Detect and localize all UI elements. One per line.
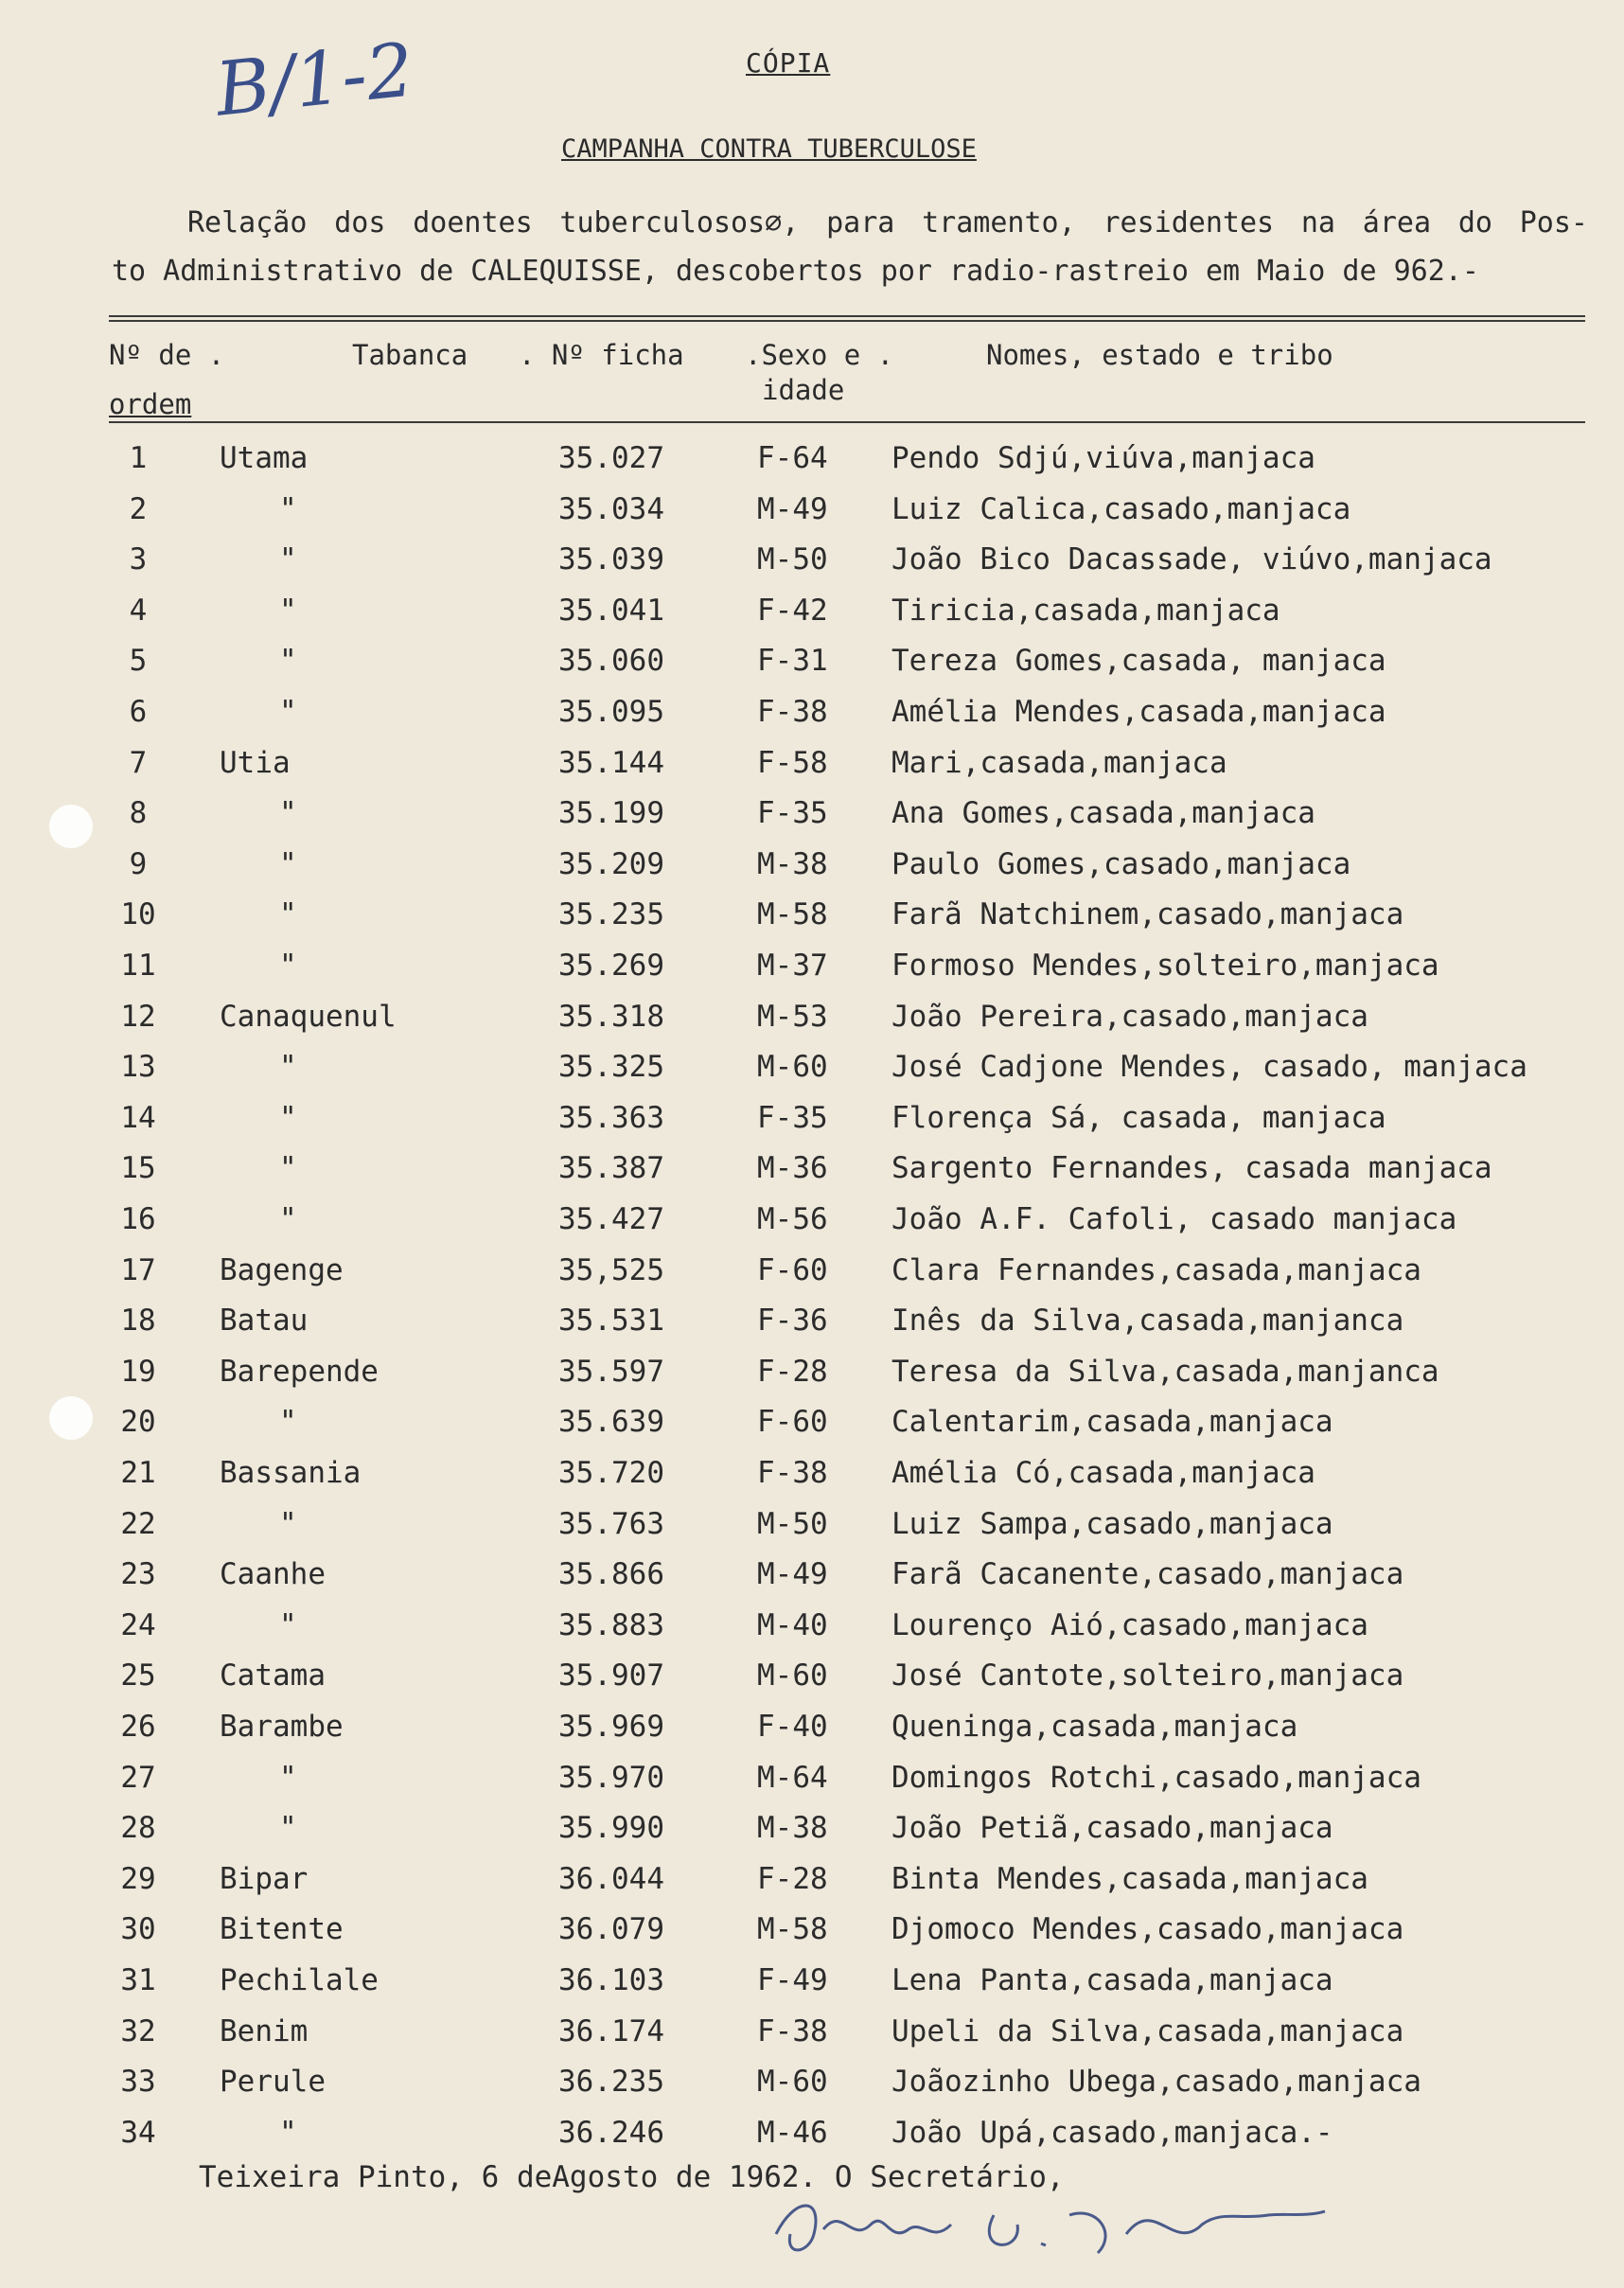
row-number: 9	[129, 846, 148, 881]
row-tabanca: "	[279, 897, 297, 932]
row-ficha: 35.039	[558, 542, 664, 577]
row-number: 14	[120, 1100, 156, 1135]
row-number: 34	[120, 2115, 156, 2150]
row-number: 1	[129, 441, 148, 475]
row-ficha: 35.235	[558, 897, 664, 932]
row-number: 21	[120, 1456, 156, 1490]
row-tabanca: "	[279, 491, 297, 526]
col-header-nomes: Nomes, estado e tribo	[986, 339, 1333, 371]
table-row	[0, 1550, 1624, 1600]
row-tabanca: Batau	[220, 1304, 309, 1339]
table-row	[0, 789, 1624, 839]
row-tabanca: Bassania	[220, 1456, 362, 1490]
row-sexo-idade: M-64	[757, 1760, 828, 1795]
row-ficha: 35.969	[558, 1710, 664, 1744]
row-nome: Lourenço Aió,casado,manjaca	[891, 1607, 1368, 1642]
row-nome: Pendo Sdjú,viúva,manjaca	[891, 441, 1315, 475]
row-ficha: 36.246	[558, 2115, 664, 2150]
row-ficha: 35.531	[558, 1304, 664, 1339]
row-number: 22	[120, 1506, 156, 1541]
row-ficha: 35.144	[558, 745, 664, 780]
row-ficha: 35.363	[558, 1100, 664, 1135]
row-tabanca: "	[279, 1202, 297, 1236]
row-nome: Farã Natchinem,casado,manjaca	[891, 897, 1404, 932]
row-sexo-idade: F-35	[757, 1100, 828, 1135]
table-row	[0, 2108, 1624, 2158]
row-nome: Djomoco Mendes,casado,manjaca	[891, 1912, 1404, 1947]
row-tabanca: Bipar	[220, 1861, 309, 1896]
row-ficha: 35.027	[558, 441, 664, 475]
row-ficha: 35.060	[558, 644, 664, 679]
row-sexo-idade: F-38	[757, 2013, 828, 2049]
table-row	[0, 1042, 1624, 1092]
row-ficha: 35.095	[558, 695, 664, 729]
row-sexo-idade: M-37	[757, 949, 828, 983]
row-number: 8	[129, 796, 148, 831]
row-number: 10	[120, 897, 156, 932]
row-tabanca: Bitente	[220, 1912, 344, 1947]
table-row	[0, 434, 1624, 484]
table-row	[0, 1448, 1624, 1499]
copy-label: CÓPIA	[746, 47, 831, 79]
row-ficha: 35.907	[558, 1658, 664, 1694]
row-tabanca: Caanhe	[220, 1557, 326, 1592]
row-ficha: 35.209	[558, 846, 664, 881]
row-sexo-idade: M-60	[757, 1658, 828, 1694]
row-ficha: 36.174	[558, 2013, 664, 2049]
table-row	[0, 1347, 1624, 1397]
row-number: 28	[120, 1811, 156, 1846]
row-tabanca: "	[279, 1506, 297, 1541]
row-ficha: 35.970	[558, 1760, 664, 1795]
row-number: 18	[120, 1304, 156, 1339]
row-tabanca: "	[279, 542, 297, 577]
row-ficha: 35.199	[558, 796, 664, 831]
row-ficha: 35.041	[558, 593, 664, 628]
row-number: 32	[120, 2013, 156, 2049]
row-nome: Calentarim,casada,manjaca	[891, 1405, 1333, 1440]
row-number: 33	[120, 2065, 156, 2100]
row-tabanca: Perule	[220, 2065, 326, 2100]
table-row	[0, 941, 1624, 991]
row-sexo-idade: M-36	[757, 1151, 828, 1186]
row-tabanca: "	[279, 1760, 297, 1795]
row-tabanca: "	[279, 1811, 297, 1846]
row-tabanca: "	[279, 1405, 297, 1440]
row-nome: Upeli da Silva,casada,manjaca	[891, 2013, 1404, 2049]
row-nome: Luiz Calica,casado,manjaca	[891, 491, 1351, 526]
row-number: 23	[120, 1557, 156, 1592]
row-ficha: 35.597	[558, 1354, 664, 1389]
table-row	[0, 1956, 1624, 2006]
row-ficha: 36.103	[558, 1963, 664, 1997]
row-sexo-idade: F-38	[757, 695, 828, 729]
col-header-num-2: ordem	[109, 388, 192, 420]
row-number: 27	[120, 1760, 156, 1795]
row-number: 29	[120, 1861, 156, 1896]
row-number: 26	[120, 1710, 156, 1744]
table-row	[0, 1195, 1624, 1245]
row-tabanca: Catama	[220, 1658, 326, 1694]
row-nome: Domingos Rotchi,casado,manjaca	[891, 1760, 1421, 1795]
table-row	[0, 1144, 1624, 1194]
row-tabanca: "	[279, 1050, 297, 1085]
row-sexo-idade: F-49	[757, 1963, 828, 1997]
intro-paragraph	[112, 199, 1588, 295]
row-sexo-idade: F-28	[757, 1354, 828, 1389]
intro-line-1: Relação dos doentes tuberculosos⌀, para tramento, residentes na área do Pos-	[187, 206, 1588, 239]
col-header-tabanca: Tabanca	[352, 339, 468, 371]
row-number: 5	[129, 644, 148, 679]
row-tabanca: "	[279, 1607, 297, 1642]
row-nome: José Cadjone Mendes, casado, manjaca	[891, 1050, 1527, 1085]
header-rule-top-2	[109, 320, 1585, 322]
table-row	[0, 1093, 1624, 1144]
table-row	[0, 2057, 1624, 2107]
row-sexo-idade: F-28	[757, 1861, 828, 1896]
table-row	[0, 1601, 1624, 1651]
row-nome: Amélia Có,casada,manjaca	[891, 1456, 1315, 1490]
row-nome: Clara Fernandes,casada,manjaca	[891, 1252, 1421, 1287]
row-number: 13	[120, 1050, 156, 1085]
row-nome: José Cantote,solteiro,manjaca	[891, 1658, 1404, 1694]
row-tabanca: "	[279, 593, 297, 628]
row-sexo-idade: F-42	[757, 593, 828, 628]
row-number: 25	[120, 1658, 156, 1694]
row-ficha: 35.387	[558, 1151, 664, 1186]
header-rule-top	[109, 315, 1585, 317]
handwritten-reference: B/1-2	[211, 27, 418, 133]
row-sexo-idade: F-36	[757, 1304, 828, 1339]
row-nome: Tereza Gomes,casada, manjaca	[891, 644, 1386, 679]
row-nome: João Bico Dacassade, viúvo,manjaca	[891, 542, 1492, 577]
row-tabanca: "	[279, 949, 297, 983]
row-ficha: 35.866	[558, 1557, 664, 1592]
row-nome: Florença Sá, casada, manjaca	[891, 1100, 1386, 1135]
row-tabanca: Canaquenul	[220, 999, 397, 1034]
row-sexo-idade: M-58	[757, 1912, 828, 1947]
row-ficha: 35.325	[558, 1050, 664, 1085]
row-ficha: 36.079	[558, 1912, 664, 1947]
row-nome: Lena Panta,casada,manjaca	[891, 1963, 1333, 1997]
row-ficha: 35.990	[558, 1811, 664, 1846]
row-sexo-idade: F-64	[757, 441, 828, 475]
row-number: 3	[129, 542, 148, 577]
table-row	[0, 636, 1624, 686]
row-nome: João Pereira,casado,manjaca	[891, 999, 1368, 1034]
row-nome: Binta Mendes,casada,manjaca	[891, 1861, 1368, 1896]
row-sexo-idade: F-60	[757, 1252, 828, 1287]
footer-place-date: Teixeira Pinto, 6 deAgosto de 1962. O Secretário,	[199, 2160, 1065, 2194]
row-nome: João Upá,casado,manjaca.-	[891, 2115, 1333, 2150]
row-tabanca: Barepende	[220, 1354, 379, 1389]
row-sexo-idade: F-35	[757, 796, 828, 831]
col-header-num: Nº de .	[109, 339, 225, 371]
row-sexo-idade: M-38	[757, 846, 828, 881]
row-ficha: 35.427	[558, 1202, 664, 1236]
row-sexo-idade: M-46	[757, 2115, 828, 2150]
table-row	[0, 840, 1624, 890]
row-nome: Mari,casada,manjaca	[891, 745, 1227, 780]
signature	[757, 2177, 1344, 2272]
row-nome: Teresa da Silva,casada,manjanca	[891, 1354, 1439, 1389]
row-number: 20	[120, 1405, 156, 1440]
row-ficha: 35.883	[558, 1607, 664, 1642]
row-number: 31	[120, 1963, 156, 1997]
table-row	[0, 1246, 1624, 1296]
row-nome: João A.F. Cafoli, casado manjaca	[891, 1202, 1457, 1236]
row-tabanca: "	[279, 796, 297, 831]
row-ficha: 35,525	[558, 1252, 664, 1287]
table-row	[0, 1803, 1624, 1853]
row-sexo-idade: F-60	[757, 1405, 828, 1440]
table-row	[0, 992, 1624, 1042]
table-row	[0, 1905, 1624, 1955]
row-nome: Ana Gomes,casada,manjaca	[891, 796, 1315, 831]
table-row	[0, 1651, 1624, 1701]
row-sexo-idade: F-58	[757, 745, 828, 780]
row-number: 6	[129, 695, 148, 729]
row-number: 11	[120, 949, 156, 983]
table-row	[0, 1397, 1624, 1447]
row-tabanca: "	[279, 695, 297, 729]
row-number: 19	[120, 1354, 156, 1389]
row-sexo-idade: M-60	[757, 2065, 828, 2100]
row-ficha: 35.763	[558, 1506, 664, 1541]
row-ficha: 36.044	[558, 1861, 664, 1896]
table-row	[0, 1854, 1624, 1905]
row-nome: Amélia Mendes,casada,manjaca	[891, 695, 1386, 729]
intro-line-2: to Administrativo de CALEQUISSE, descobertos por radio-rastreio em Maio de 962.-	[112, 255, 1479, 288]
row-nome: Joãozinho Ubega,casado,manjaca	[891, 2065, 1421, 2100]
row-tabanca: Pechilale	[220, 1963, 379, 1997]
row-number: 16	[120, 1202, 156, 1236]
row-number: 12	[120, 999, 156, 1034]
row-ficha: 35.639	[558, 1405, 664, 1440]
table-row	[0, 1499, 1624, 1550]
row-tabanca: Bagenge	[220, 1252, 344, 1287]
row-nome: Luiz Sampa,casado,manjaca	[891, 1506, 1333, 1541]
campaign-title: CAMPANHA CONTRA TUBERCULOSE	[561, 134, 977, 164]
row-ficha: 36.235	[558, 2065, 664, 2100]
table-row	[0, 1753, 1624, 1803]
row-number: 24	[120, 1607, 156, 1642]
row-sexo-idade: M-56	[757, 1202, 828, 1236]
row-nome: Tiricia,casada,manjaca	[891, 593, 1280, 628]
row-tabanca: Utama	[220, 441, 309, 475]
table-row	[0, 1702, 1624, 1752]
row-nome: Sargento Fernandes, casada manjaca	[891, 1151, 1492, 1186]
row-nome: Farã Cacanente,casado,manjaca	[891, 1557, 1404, 1592]
row-number: 15	[120, 1151, 156, 1186]
row-number: 30	[120, 1912, 156, 1947]
row-tabanca: Barambe	[220, 1710, 344, 1744]
table-row	[0, 738, 1624, 789]
row-number: 2	[129, 491, 148, 526]
row-ficha: 35.034	[558, 491, 664, 526]
row-sexo-idade: M-38	[757, 1811, 828, 1846]
row-ficha: 35.720	[558, 1456, 664, 1490]
row-number: 4	[129, 593, 148, 628]
row-sexo-idade: M-50	[757, 1506, 828, 1541]
row-sexo-idade: F-38	[757, 1456, 828, 1490]
row-nome: Queninga,casada,manjaca	[891, 1710, 1298, 1744]
row-tabanca: "	[279, 1100, 297, 1135]
table-row	[0, 890, 1624, 940]
row-nome: João Petiã,casado,manjaca	[891, 1811, 1333, 1846]
row-number: 17	[120, 1252, 156, 1287]
table-row	[0, 2007, 1624, 2057]
row-ficha: 35.318	[558, 999, 664, 1034]
table-row	[0, 535, 1624, 585]
row-tabanca: Benim	[220, 2013, 309, 2049]
row-number: 7	[129, 745, 148, 780]
row-sexo-idade: F-31	[757, 644, 828, 679]
row-tabanca: "	[279, 846, 297, 881]
row-sexo-idade: M-53	[757, 999, 828, 1034]
header-rule-bottom	[109, 421, 1585, 423]
row-tabanca: "	[279, 644, 297, 679]
table-row	[0, 1296, 1624, 1346]
row-sexo-idade: F-40	[757, 1710, 828, 1744]
table-row	[0, 485, 1624, 535]
row-nome: Paulo Gomes,casado,manjaca	[891, 846, 1351, 881]
row-nome: Inês da Silva,casada,manjanca	[891, 1304, 1404, 1339]
col-header-sexo: .Sexo e .	[745, 339, 894, 371]
row-tabanca: "	[279, 1151, 297, 1186]
table-row	[0, 586, 1624, 636]
row-sexo-idade: M-58	[757, 897, 828, 932]
row-tabanca: "	[279, 2115, 297, 2150]
row-sexo-idade: M-49	[757, 491, 828, 526]
table-row	[0, 687, 1624, 737]
row-sexo-idade: M-49	[757, 1557, 828, 1592]
row-sexo-idade: M-50	[757, 542, 828, 577]
row-sexo-idade: M-60	[757, 1050, 828, 1085]
col-header-idade: idade	[762, 374, 845, 406]
row-sexo-idade: M-40	[757, 1607, 828, 1642]
row-nome: Formoso Mendes,solteiro,manjaca	[891, 949, 1439, 983]
col-header-ficha: . Nº ficha	[519, 339, 684, 371]
row-tabanca: Utia	[220, 745, 291, 780]
row-ficha: 35.269	[558, 949, 664, 983]
